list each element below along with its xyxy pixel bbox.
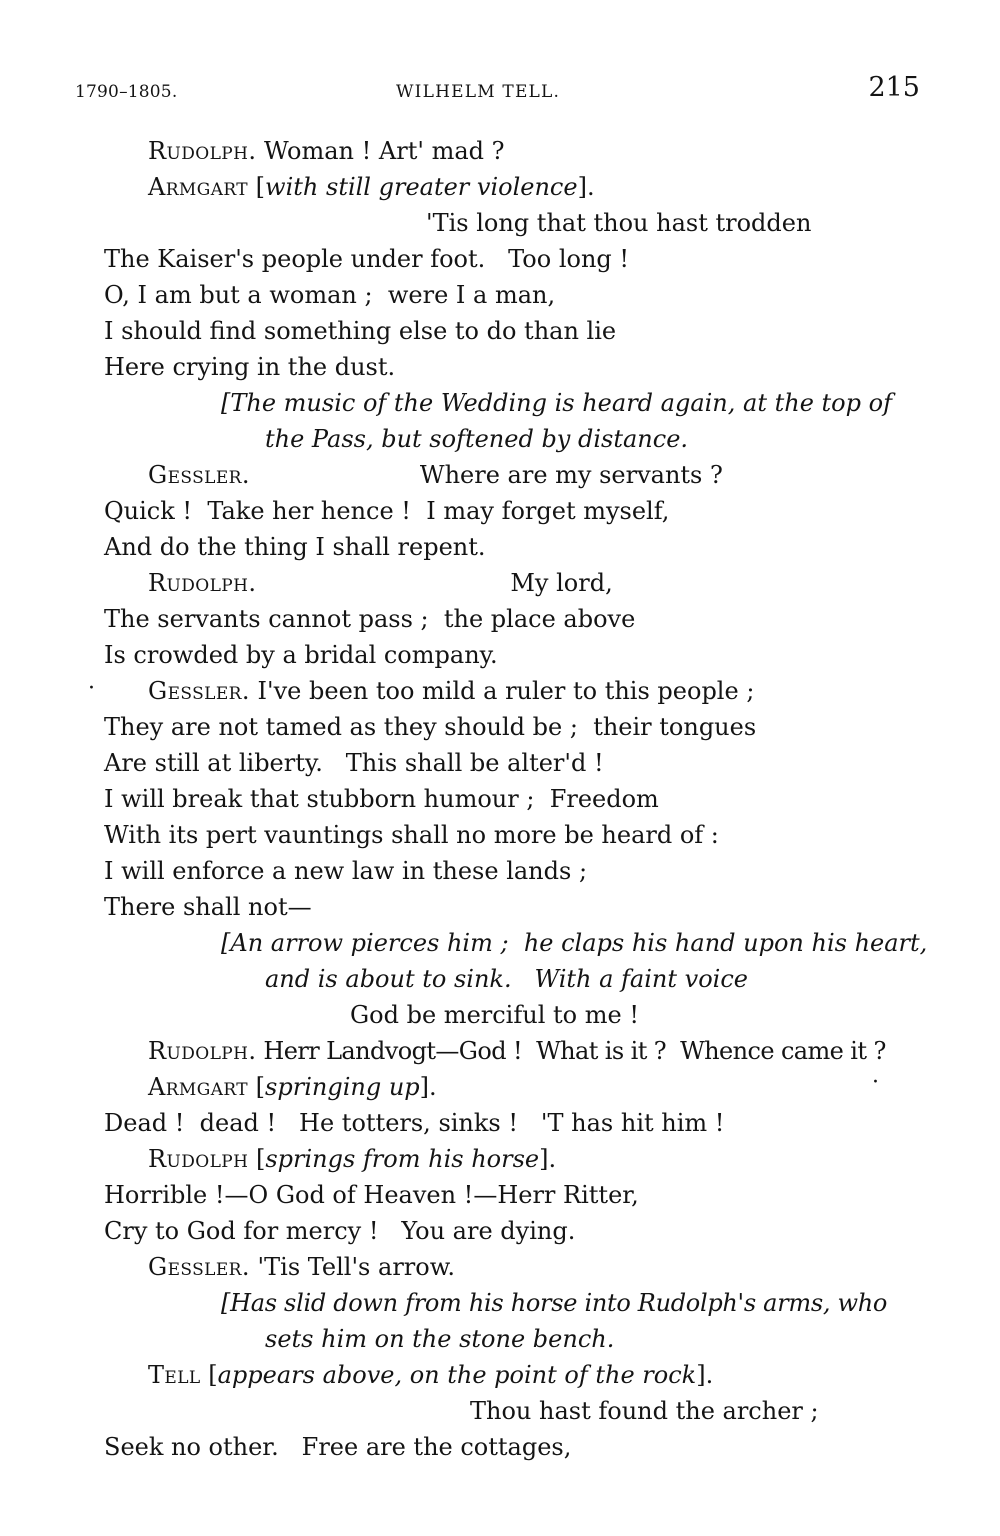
dialogue-text: Horrible !—O God of Heaven !—Herr Ritter, [104,1181,639,1209]
speech-line [0,1069,1000,1105]
dialogue-text: I will break that stubborn humour ; Freedom [104,785,659,813]
stage-direction: springing up [265,1073,420,1101]
verse-line [0,889,1000,925]
dialogue-text: Cry to God for mercy ! You are dying. [104,1217,576,1245]
verse-line [0,277,1000,313]
dialogue-text: O, I am but a woman ; were I a man, [104,281,556,309]
print-speck: · [88,676,95,701]
stage-direction-line [0,385,1000,421]
speaker-name: Armgart [148,1073,249,1101]
dialogue-text: With its pert vauntings shall no more be heard of : [104,821,719,849]
speaker-name: Gessler. [148,677,250,705]
speech-line [0,1357,1000,1393]
bracket-open: [ [200,1361,218,1389]
speaker-name: Rudolph. [148,1037,257,1065]
speech-line [0,565,1000,601]
dialogue-text: Thou hast found the archer ; [470,1397,819,1425]
speech-line [0,1033,1000,1069]
stage-direction: [An arrow pierces him ; he claps his hand upon his heart, [221,929,928,957]
verse-line [0,817,1000,853]
stage-direction: [The music of the Wedding is heard again, at the top of [221,389,892,417]
verse-line [0,745,1000,781]
dialogue-text: God be merciful to me ! [350,1001,639,1029]
speech-line [0,133,1000,169]
verse-line [0,205,1000,241]
dialogue-text: 'Tis Tell's arrow. [249,1253,456,1281]
dialogue-text: And do the thing I shall repent. [104,533,486,561]
dialogue-text: My lord, [510,569,613,597]
verse-line [0,781,1000,817]
speaker-name: Gessler. [148,1253,250,1281]
bracket-close: ]. [539,1145,557,1173]
verse-line [0,1177,1000,1213]
speech-line [0,457,1000,493]
stage-direction: [Has slid down from his horse into Rudolph's arms, who [221,1289,888,1317]
stage-direction-line [0,1321,1000,1357]
stage-direction-line [0,421,1000,457]
stage-direction-line [0,1285,1000,1321]
speech-line [0,1141,1000,1177]
speaker-name: Rudolph [148,1145,249,1173]
stage-direction-line [0,961,1000,997]
bracket-open: [ [248,173,266,201]
page-number: 215 [868,72,920,103]
dialogue-text: The servants cannot pass ; the place above [104,605,636,633]
dialogue-text: Is crowded by a bridal company. [104,641,498,669]
header-years: 1790–1805. [75,82,178,102]
stage-direction: with still greater violence [265,173,578,201]
dialogue-text: Where are my servants ? [419,461,723,489]
stage-direction: sets him on the stone bench. [265,1325,615,1353]
dialogue-text: The Kaiser's people under foot. Too long ! [104,245,630,273]
verse-line [0,493,1000,529]
dialogue-text: Dead ! dead ! He totters, sinks ! 'T has hit him ! [104,1109,725,1137]
dialogue-text: Seek no other. Free are the cottages, [104,1433,572,1461]
dialogue-text: Woman ! Art' mad ? [256,137,505,165]
bracket-close: ]. [577,173,595,201]
stage-direction-line [0,925,1000,961]
bracket-open: [ [248,1073,266,1101]
speech-line [0,673,1000,709]
dialogue-text: 'Tis long that thou hast trodden [426,209,812,237]
speaker-name: Gessler. [148,461,250,489]
dialogue-text: I should find something else to do than lie [104,317,617,345]
dialogue-text: They are not tamed as they should be ; their tongues [104,713,757,741]
verse-line [0,349,1000,385]
verse-line [0,709,1000,745]
verse-line [0,997,1000,1033]
speaker-name: Tell [148,1361,201,1389]
play-text [0,133,1000,1465]
verse-line [0,637,1000,673]
bracket-close: ]. [696,1361,714,1389]
running-header [0,72,1000,112]
dialogue-text: Quick ! Take her hence ! I may forget myself, [104,497,670,525]
verse-line [0,1429,1000,1465]
dialogue-text: Here crying in the dust. [104,353,396,381]
speech-line [0,169,1000,205]
header-title: WILHELM TELL. [396,82,561,102]
dialogue-text: Herr Landvogt—God ! What is it ? Whence came it ? [256,1037,886,1065]
stage-direction: and is about to sink. With a faint voice [265,965,748,993]
verse-line [0,1393,1000,1429]
speaker-name: Rudolph. [148,137,257,165]
dialogue-text: I will enforce a new law in these lands ; [104,857,588,885]
verse-line [0,1213,1000,1249]
dialogue-text: I've been too mild a ruler to this people ; [249,677,755,705]
bracket-open: [ [248,1145,266,1173]
verse-line [0,601,1000,637]
speaker-name: Armgart [148,173,249,201]
stage-direction: appears above, on the point of the rock [217,1361,697,1389]
verse-line [0,529,1000,565]
verse-line [0,241,1000,277]
verse-line [0,313,1000,349]
speaker-name: Rudolph. [148,569,257,597]
speech-line [0,1249,1000,1285]
dialogue-text: There shall not— [104,893,312,921]
print-speck: · [872,1070,879,1095]
stage-direction: the Pass, but softened by distance. [265,425,689,453]
dialogue-text: Are still at liberty. This shall be alter'd ! [104,749,604,777]
verse-line [0,1105,1000,1141]
stage-direction: springs from his horse [265,1145,540,1173]
bracket-close: ]. [419,1073,437,1101]
verse-line [0,853,1000,889]
